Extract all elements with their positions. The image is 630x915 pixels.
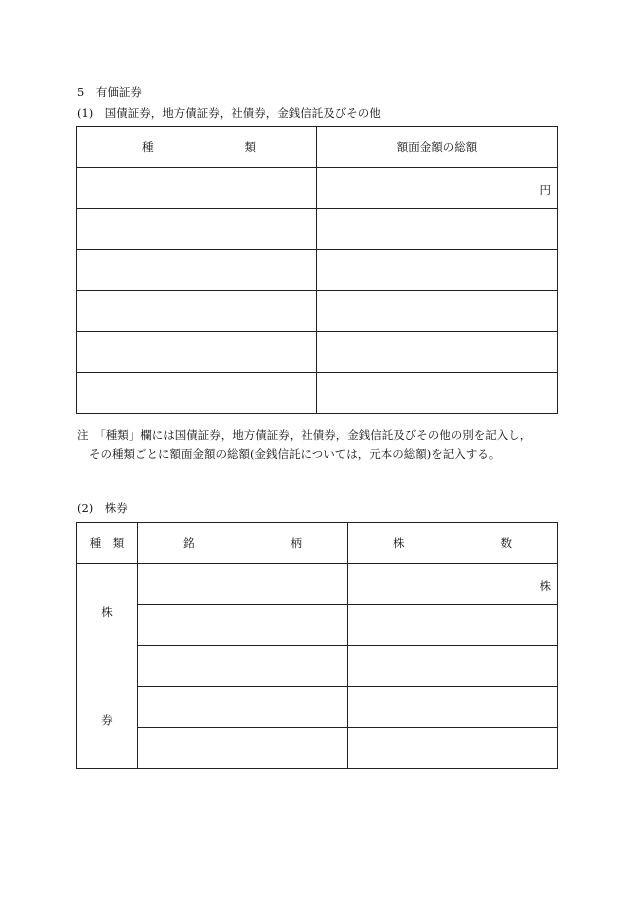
bonds-amount-cell[interactable] (317, 250, 558, 291)
stocks-row (77, 605, 558, 646)
bonds-amount-cell[interactable] (317, 209, 558, 250)
stocks-header-name-left: 銘 (183, 536, 195, 550)
stocks-row (77, 646, 558, 687)
bonds-amount-cell[interactable] (317, 291, 558, 332)
bonds-row (77, 291, 558, 332)
bonds-row (77, 332, 558, 373)
bonds-header-kind-left: 種 (142, 140, 154, 154)
bonds-subtitle: (1) 国債証券，地方債証券，社債券，金銭信託及びその他 (77, 106, 381, 120)
stocks-header-kind-label: 種 類 (89, 536, 125, 550)
bonds-row (77, 373, 558, 414)
bonds-table (76, 126, 558, 414)
stocks-subtitle: (2) 株券 (77, 501, 128, 515)
bonds-kind-cell[interactable] (77, 168, 317, 209)
stocks-row (77, 728, 558, 769)
bonds-row (77, 250, 558, 291)
stocks-count-cell[interactable] (348, 687, 558, 728)
bonds-header-row (77, 127, 558, 168)
bonds-unit-label: 円 (539, 183, 551, 197)
stocks-row (77, 564, 558, 605)
bonds-row (77, 168, 558, 209)
stocks-unit-label: 株 (539, 579, 551, 593)
stocks-header-row (77, 523, 558, 564)
stocks-header-count (348, 523, 558, 564)
section-title: 5 有価証券 (77, 85, 142, 99)
stocks-kind-label-bottom: 券 (101, 713, 113, 727)
stocks-header-count-left: 株 (393, 536, 405, 550)
stocks-count-cell[interactable] (348, 728, 558, 769)
stocks-count-cell[interactable] (348, 564, 558, 605)
stocks-header-kind (77, 523, 138, 564)
stocks-header-name-right: 柄 (290, 536, 302, 550)
bonds-note-line1: 注 「種類」欄には国債証券，地方債証券，社債券，金銭信託及びその他の別を記入し， (77, 428, 532, 442)
stocks-kind-cell (77, 564, 138, 769)
bonds-amount-cell[interactable] (317, 373, 558, 414)
stocks-header-name (138, 523, 348, 564)
bonds-amount-cell[interactable] (317, 332, 558, 373)
stocks-name-cell[interactable] (138, 646, 348, 687)
bonds-kind-cell[interactable] (77, 291, 317, 332)
stocks-row (77, 687, 558, 728)
bonds-header-amount-label: 額面金額の総額 (396, 140, 478, 154)
bonds-note-line2: その種類ごとに額面金額の総額(金銭信託については，元本の総額)を記入する。 (89, 447, 501, 461)
stocks-count-cell[interactable] (348, 646, 558, 687)
bonds-note (77, 426, 531, 464)
bonds-header-kind (77, 127, 317, 168)
stocks-name-cell[interactable] (138, 728, 348, 769)
stocks-kind-label-top: 株 (101, 605, 113, 619)
stocks-name-cell[interactable] (138, 564, 348, 605)
bonds-kind-cell[interactable] (77, 373, 317, 414)
bonds-kind-cell[interactable] (77, 209, 317, 250)
bonds-kind-cell[interactable] (77, 250, 317, 291)
bonds-header-amount (317, 127, 558, 168)
stocks-name-cell[interactable] (138, 605, 348, 646)
bonds-amount-cell[interactable] (317, 168, 558, 209)
bonds-row (77, 209, 558, 250)
stocks-name-cell[interactable] (138, 687, 348, 728)
stocks-table (76, 522, 558, 769)
bonds-header-kind-right: 類 (244, 140, 256, 154)
stocks-header-count-right: 数 (500, 536, 512, 550)
bonds-kind-cell[interactable] (77, 332, 317, 373)
stocks-count-cell[interactable] (348, 605, 558, 646)
